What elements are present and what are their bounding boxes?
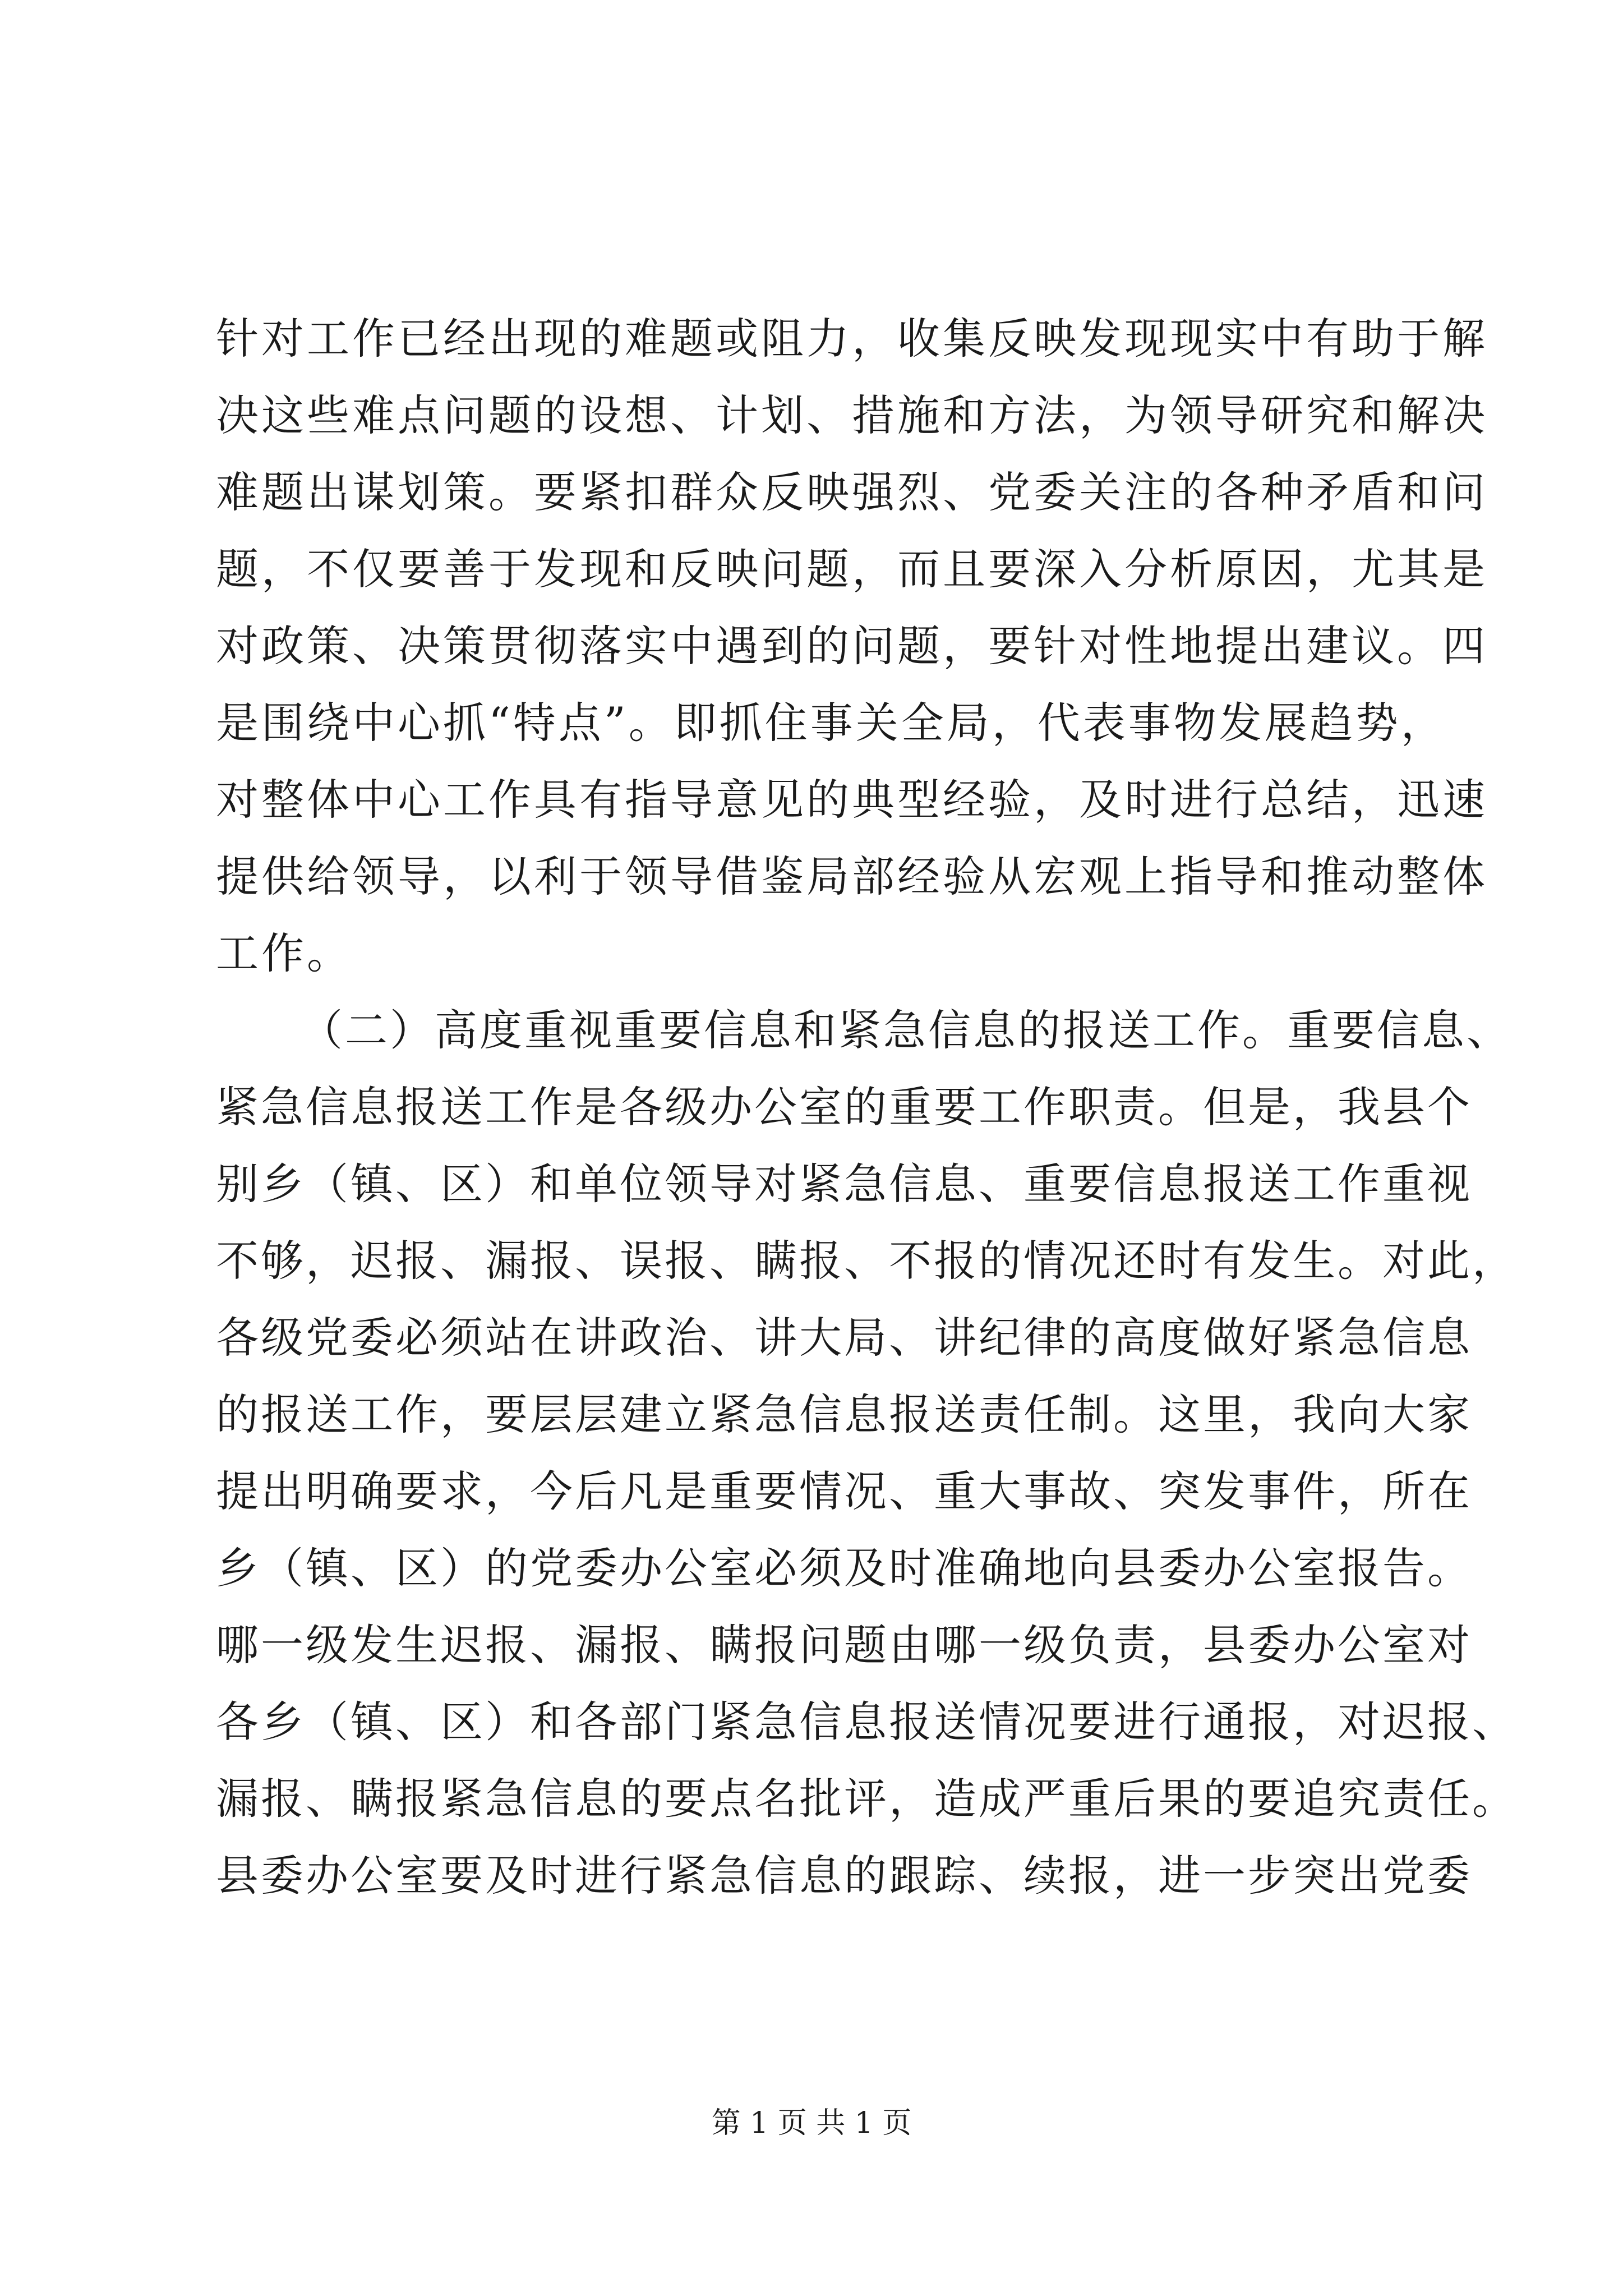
- text-line: 不够，迟报、漏报、误报、瞒报、不报的情况还时有发生。对此，: [216, 1236, 1517, 1286]
- document-body: [216, 300, 1517, 1914]
- text-line: 决这些难点问题的设想、计划、措施和方法，为领导研究和解决: [216, 390, 1488, 440]
- text-line: 工作。: [216, 928, 352, 978]
- text-line: 的报送工作，要层层建立紧急信息报送责任制。这里，我向大家: [216, 1389, 1472, 1439]
- section-heading-line: （二）高度重视重要信息和紧急信息的报送工作。重要信息、: [300, 1005, 1511, 1055]
- text-line: 对政策、决策贯彻落实中遇到的问题，要针对性地提出建议。四: [216, 621, 1488, 671]
- text-line: 县委办公室要及时进行紧急信息的跟踪、续报，进一步突出党委: [216, 1851, 1472, 1901]
- text-line: 各乡（镇、区）和各部门紧急信息报送情况要进行通报，对迟报、: [216, 1697, 1517, 1747]
- text-line: 针对工作已经出现的难题或阻力，收集反映发现现实中有助于解: [216, 314, 1488, 364]
- text-line: 漏报、瞒报紧急信息的要点名批评，造成严重后果的要追究责任。: [216, 1774, 1517, 1824]
- text-line: 别乡（镇、区）和单位领导对紧急信息、重要信息报送工作重视: [216, 1159, 1472, 1209]
- text-line: 紧急信息报送工作是各级办公室的重要工作职责。但是，我县个: [216, 1082, 1472, 1132]
- text-line: 是围绕中心抓“特点”。即抓住事关全局，代表事物发展趋势，: [216, 698, 1446, 748]
- text-line: 对整体中心工作具有指导意见的典型经验，及时进行总结，迅速: [216, 775, 1488, 825]
- text-line: 乡（镇、区）的党委办公室必须及时准确地向县委办公室报告。: [216, 1543, 1472, 1593]
- text-line: 题，不仅要善于发现和反映问题，而且要深入分析原因，尤其是: [216, 544, 1488, 594]
- text-line: 哪一级发生迟报、漏报、瞒报问题由哪一级负责，县委办公室对: [216, 1620, 1472, 1670]
- text-line: 各级党委必须站在讲政治、讲大局、讲纪律的高度做好紧急信息: [216, 1313, 1472, 1363]
- text-line: 提供给领导，以利于领导借鉴局部经验从宏观上指导和推动整体: [216, 852, 1488, 901]
- text-line: 难题出谋划策。要紧扣群众反映强烈、党委关注的各种矛盾和问: [216, 467, 1488, 517]
- text-line: 提出明确要求，今后凡是重要情况、重大事故、突发事件，所在: [216, 1466, 1472, 1516]
- page-number-footer: 第 1 页 共 1 页: [711, 2106, 912, 2140]
